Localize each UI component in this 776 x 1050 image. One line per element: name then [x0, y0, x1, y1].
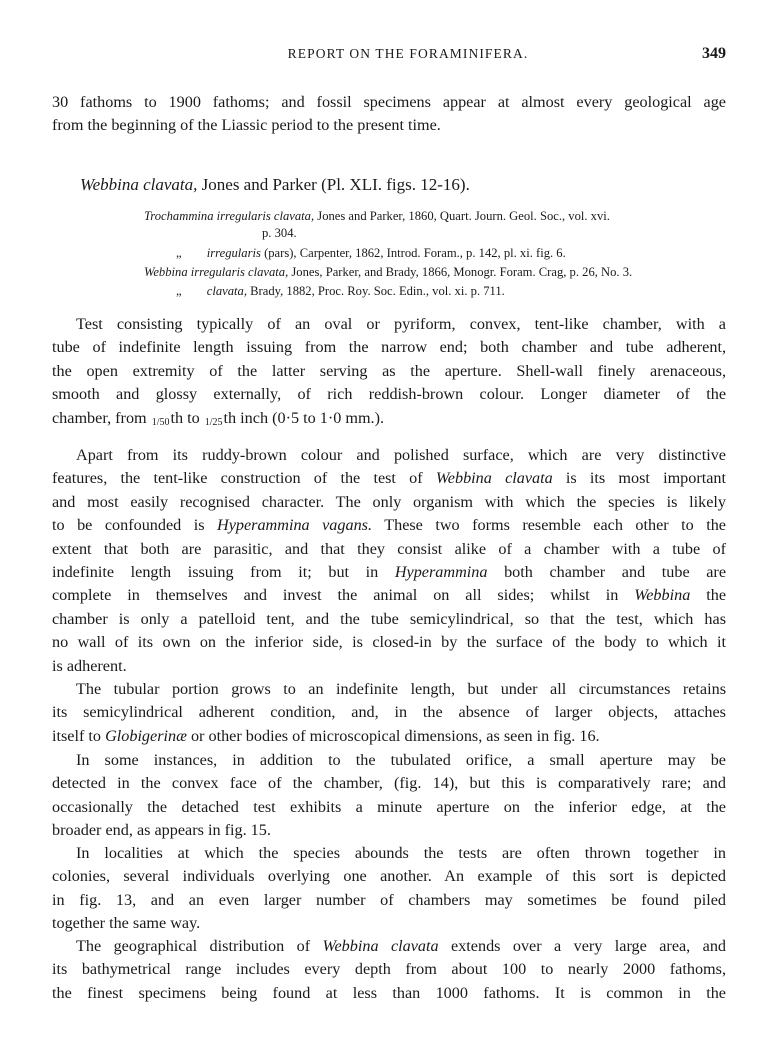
- species-name: Webbina clavata,: [80, 175, 198, 194]
- text-line: smooth and glossy externally, of rich reddish-brown colour. Longer diameter of the: [52, 385, 726, 404]
- synonym-citation: Jones, Parker, and Brady, 1866, Monogr. Foram. Crag, p. 26, No. 3.: [291, 265, 633, 279]
- page-number: 349: [702, 45, 726, 62]
- text-line: complete in themselves and invest the animal on all sides; whilst in Webbina the: [52, 586, 727, 605]
- text-line: to be confounded is Hyperammina vagans. These two forms resemble each other to the: [52, 516, 726, 535]
- text-line: indefinite length issuing from it; but in Hyperammina both chamber and tube are: [52, 563, 726, 582]
- paragraph-geographical: [52, 935, 726, 1005]
- synonymy-entry: [144, 264, 632, 281]
- text-line: is adherent.: [52, 656, 127, 675]
- text-line: extent that both are parasitic, and that they consist alike of a chamber with a tube of: [52, 539, 726, 558]
- text-line: its semicylindrical adherent condition, and, in the absence of larger objects, attaches: [52, 703, 726, 722]
- text-line: 30 fathoms to 1900 fathoms; and fossil specimens appear at almost every geological age: [52, 93, 726, 111]
- synonym-name: clavata,: [206, 284, 247, 298]
- text-line: from the beginning of the Liassic period to the present time.: [52, 116, 441, 135]
- intro-paragraph: [52, 91, 726, 138]
- text-line: Apart from its ruddy-brown colour and polished surface, which are very distinctive: [76, 446, 726, 464]
- text-line: in fig. 13, and an even larger number of chambers may sometimes be found piled: [52, 890, 726, 909]
- synonym-name: Webbina irregularis clavata,: [144, 265, 289, 279]
- fraction: 1/25: [204, 416, 223, 428]
- text-line: occasionally the detached test exhibits a minute aperture on the inferior edge, at the: [52, 797, 726, 816]
- synonym-citation: p. 304.: [262, 226, 297, 240]
- running-head: REPORT ON THE FORAMINIFERA.: [287, 46, 529, 61]
- text-line: chamber is only a patelloid tent, and the tube semicylindrical, so that the test, which has: [52, 609, 726, 628]
- text-line: detected in the convex face of the chamber, (fig. 14), but this is comparatively rare; and: [52, 774, 726, 793]
- text-line: The tubular portion grows to an indefinite length, but under all circumstances retains: [76, 680, 726, 698]
- synonym-citation: (pars), Carpenter, 1862, Introd. Foram., p. 142, pl. xi. fig. 6.: [264, 246, 566, 260]
- text-line: itself to Globigerinæ or other bodies of microscopical dimensions, as seen in fig. 16.: [52, 726, 600, 745]
- text-line: the finest specimens being found at less than 1000 fathoms. It is common in the: [52, 983, 726, 1002]
- text-line: together the same way.: [52, 914, 201, 933]
- ditto-mark: „: [176, 284, 182, 298]
- page-header: [50, 46, 726, 70]
- synonymy-entry: [262, 225, 297, 242]
- fraction: 1/50: [151, 416, 170, 428]
- text-line: tube of indefinite length issuing from the narrow end; both chamber and tube adherent,: [52, 338, 726, 357]
- synonymy-entry: [176, 283, 505, 300]
- text-line: and most easily recognised character. The only organism with which the species is likely: [52, 492, 726, 511]
- text-line: broader end, as appears in fig. 15.: [52, 821, 271, 840]
- paragraph-localities: [52, 842, 726, 936]
- species-heading: [80, 175, 470, 195]
- text-line: colonies, several individuals overlying one another. An example of this sort is depicted: [52, 867, 726, 886]
- synonymy-entry: [176, 245, 566, 262]
- paragraph-apart: [52, 444, 726, 678]
- synonymy-entry: [144, 208, 610, 225]
- text-line: Test consisting typically of an oval or pyriform, convex, tent-like chamber, with a: [76, 315, 726, 333]
- ditto-mark: „: [176, 246, 182, 260]
- synonym-citation: Jones and Parker, 1860, Quart. Journ. Geol. Soc., vol. xvi.: [317, 209, 610, 223]
- synonym-name: irregularis: [206, 246, 261, 260]
- synonym-citation: Brady, 1882, Proc. Roy. Soc. Edin., vol. xi. p. 711.: [250, 284, 505, 298]
- paragraph-instances: [52, 749, 726, 843]
- text-line: chamber, from 1/50th to 1/25th inch (0·5 to 1·0 mm.).: [52, 407, 726, 434]
- paragraph-tubular: [52, 678, 726, 748]
- text-line: no wall of its own on the inferior side, is closed-in by the surface of the body to which it: [52, 633, 726, 652]
- text-line: In some instances, in addition to the tubulated orifice, a small aperture may be: [76, 751, 726, 769]
- text-line: The geographical distribution of Webbina clavata extends over a very large area, and: [76, 937, 727, 955]
- text-line: In localities at which the species abounds the tests are often thrown together in: [76, 844, 726, 862]
- species-authority: Jones and Parker (Pl. XLI. figs. 12-16).: [201, 175, 470, 194]
- text-line: its bathymetrical range includes every depth from about 100 to nearly 2000 fathoms,: [52, 960, 726, 979]
- text-line: features, the tent-like construction of the test of Webbina clavata is its most important: [52, 469, 727, 488]
- text-line: the open extremity of the latter serving as the aperture. Shell-wall finely arenaceous,: [52, 361, 726, 380]
- synonym-name: Trochammina irregularis clavata,: [144, 209, 315, 223]
- description-paragraph: [52, 313, 726, 434]
